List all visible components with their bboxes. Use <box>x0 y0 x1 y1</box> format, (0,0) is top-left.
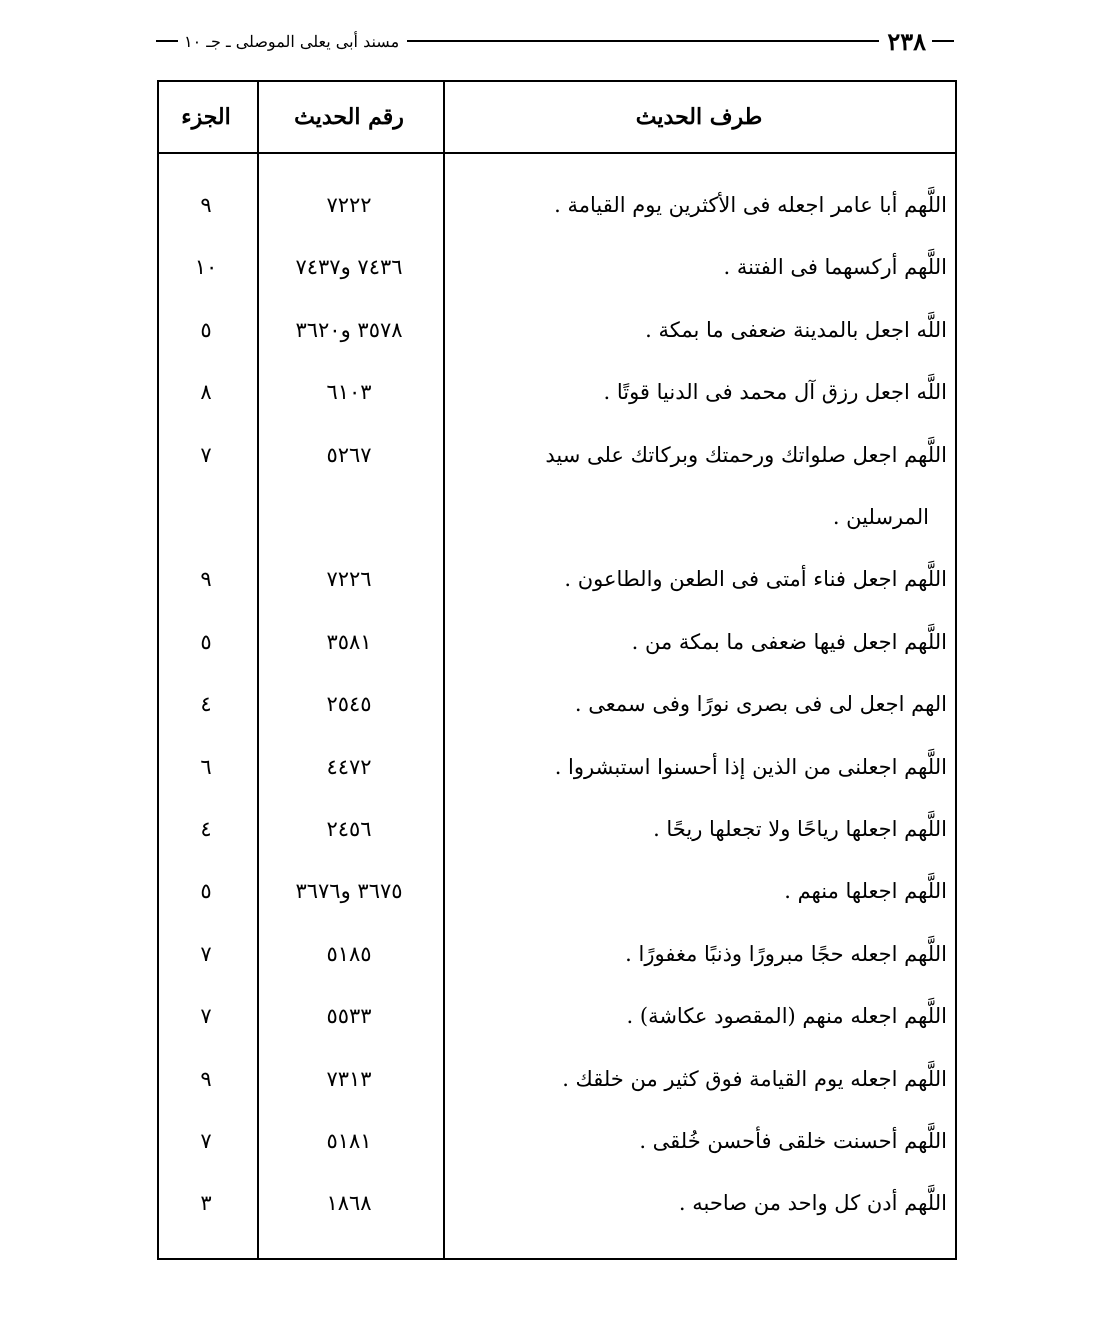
hadith-number: ٥٢٦٧ <box>326 442 372 467</box>
rule-dash-right <box>932 40 954 42</box>
table-row <box>159 985 955 1047</box>
hadith-number: ٣٥٨١ <box>326 629 372 654</box>
hadith-number: ٣٥٧٨ و٣٦٢٠ <box>295 317 403 342</box>
hadith-number: ٧٤٣٦ و٧٤٣٧ <box>295 255 403 280</box>
table-row <box>159 1048 955 1110</box>
book-title: مسند أبى يعلى الموصلى ـ جـ ١٠ <box>184 31 400 51</box>
hadith-number <box>257 486 441 548</box>
hadith-excerpt: اللَّهم اجعل صلواتك ورحمتك وبركاتك على سيد <box>545 442 947 467</box>
table-row <box>159 174 955 236</box>
hadith-excerpt: اللَّهم اجعلها رياحًا ولا تجعلها ريحًا . <box>653 817 947 841</box>
volume-number: ٧ <box>200 442 212 467</box>
hadith-number: ٥١٨٥ <box>326 941 372 966</box>
hadith-excerpt: اللَّهم اجعله حجًا مبرورًا وذنبًا مغفورًا . <box>625 941 947 966</box>
table-row <box>159 923 955 985</box>
volume-number: ٩ <box>200 567 212 592</box>
table-row <box>159 736 955 798</box>
hadith-excerpt: اللَّهم أبا عامر اجعله فى الأكثرين يوم القيامة . <box>554 193 947 217</box>
volume-number: ٤ <box>200 692 212 717</box>
table-row <box>159 860 955 922</box>
hadith-number: ٥١٨١ <box>326 1129 372 1153</box>
volume-number <box>157 486 255 548</box>
hadith-excerpt: اللَّه اجعل رزق آل محمد فى الدنيا قوتًا . <box>603 380 947 405</box>
table-row <box>159 486 955 548</box>
header-volume: الجزء <box>181 104 231 130</box>
header-rule <box>407 40 879 42</box>
hadith-number: ٧٢٢٦ <box>326 567 372 592</box>
volume-number: ٧ <box>200 1129 212 1153</box>
volume-number: ٩ <box>200 193 212 217</box>
table-row <box>159 1172 955 1234</box>
table-row <box>159 361 955 423</box>
hadith-excerpt: اللَّهم اجعلها منهم . <box>784 879 947 904</box>
volume-number: ٥ <box>200 879 212 904</box>
table-header-row <box>159 82 955 154</box>
volume-number: ٨ <box>200 380 212 405</box>
volume-number: ٣ <box>200 1191 212 1216</box>
table-row <box>159 299 955 361</box>
hadith-number: ٦١٠٣ <box>326 380 372 405</box>
volume-number: ٧ <box>200 1004 212 1029</box>
volume-number: ٦ <box>200 754 212 779</box>
table-row <box>159 424 955 486</box>
hadith-excerpt: اللَّهم اجعل فيها ضعفى ما بمكة من . <box>631 629 947 654</box>
hadith-number: ٥٥٣٣ <box>326 1004 372 1029</box>
table-row <box>159 548 955 610</box>
hadith-excerpt: اللَّهم اجعله يوم القيامة فوق كثير من خلقك . <box>562 1066 947 1091</box>
hadith-number: ٤٤٧٢ <box>326 754 372 779</box>
table-row <box>159 798 955 860</box>
hadith-number: ١٨٦٨ <box>326 1191 372 1216</box>
table-row <box>159 611 955 673</box>
volume-number: ١٠ <box>194 255 218 280</box>
hadith-number: ٧٢٢٢ <box>326 193 372 217</box>
hadith-excerpt: المرسلين . <box>832 505 929 529</box>
hadith-excerpt: اللَّهم أدن كل واحد من صاحبه . <box>678 1191 947 1216</box>
header-hadith-number: رقم الحديث <box>294 104 404 130</box>
volume-number: ٥ <box>200 629 212 654</box>
hadith-number: ٢٥٤٥ <box>326 692 372 717</box>
table-row <box>159 1110 955 1172</box>
hadith-number: ٣٦٧٥ و٣٦٧٦ <box>295 879 403 904</box>
running-head <box>150 26 960 56</box>
hadith-index-table <box>157 80 957 1260</box>
table-row <box>159 673 955 735</box>
volume-number: ٤ <box>200 817 212 841</box>
hadith-excerpt: اللَّهم أركسهما فى الفتنة . <box>723 255 947 280</box>
hadith-excerpt: اللَّهم اجعل فناء أمتى فى الطعن والطاعون . <box>564 567 947 592</box>
hadith-excerpt: اللَّهم اجعله منهم (المقصود عكاشة) . <box>626 1004 947 1029</box>
page-number: ٢٣٨ <box>887 26 926 56</box>
rule-dash-left <box>156 40 178 42</box>
volume-number: ٧ <box>200 941 212 966</box>
hadith-excerpt: الهم اجعل لى فى بصرى نورًا وفى سمعى . <box>574 692 947 717</box>
hadith-excerpt: اللَّه اجعل بالمدينة ضعفى ما بمكة . <box>645 317 947 342</box>
table-row <box>159 236 955 298</box>
hadith-number: ٧٣١٣ <box>326 1066 372 1091</box>
volume-number: ٥ <box>200 317 212 342</box>
hadith-excerpt: اللَّهم أحسنت خلقى فأحسن خُلقى . <box>639 1129 947 1153</box>
volume-number: ٩ <box>200 1066 212 1091</box>
hadith-number: ٢٤٥٦ <box>326 817 372 841</box>
hadith-excerpt: اللَّهم اجعلنى من الذين إذا أحسنوا استبشروا . <box>554 754 947 779</box>
header-hadith-excerpt: طرف الحديث <box>635 104 763 130</box>
